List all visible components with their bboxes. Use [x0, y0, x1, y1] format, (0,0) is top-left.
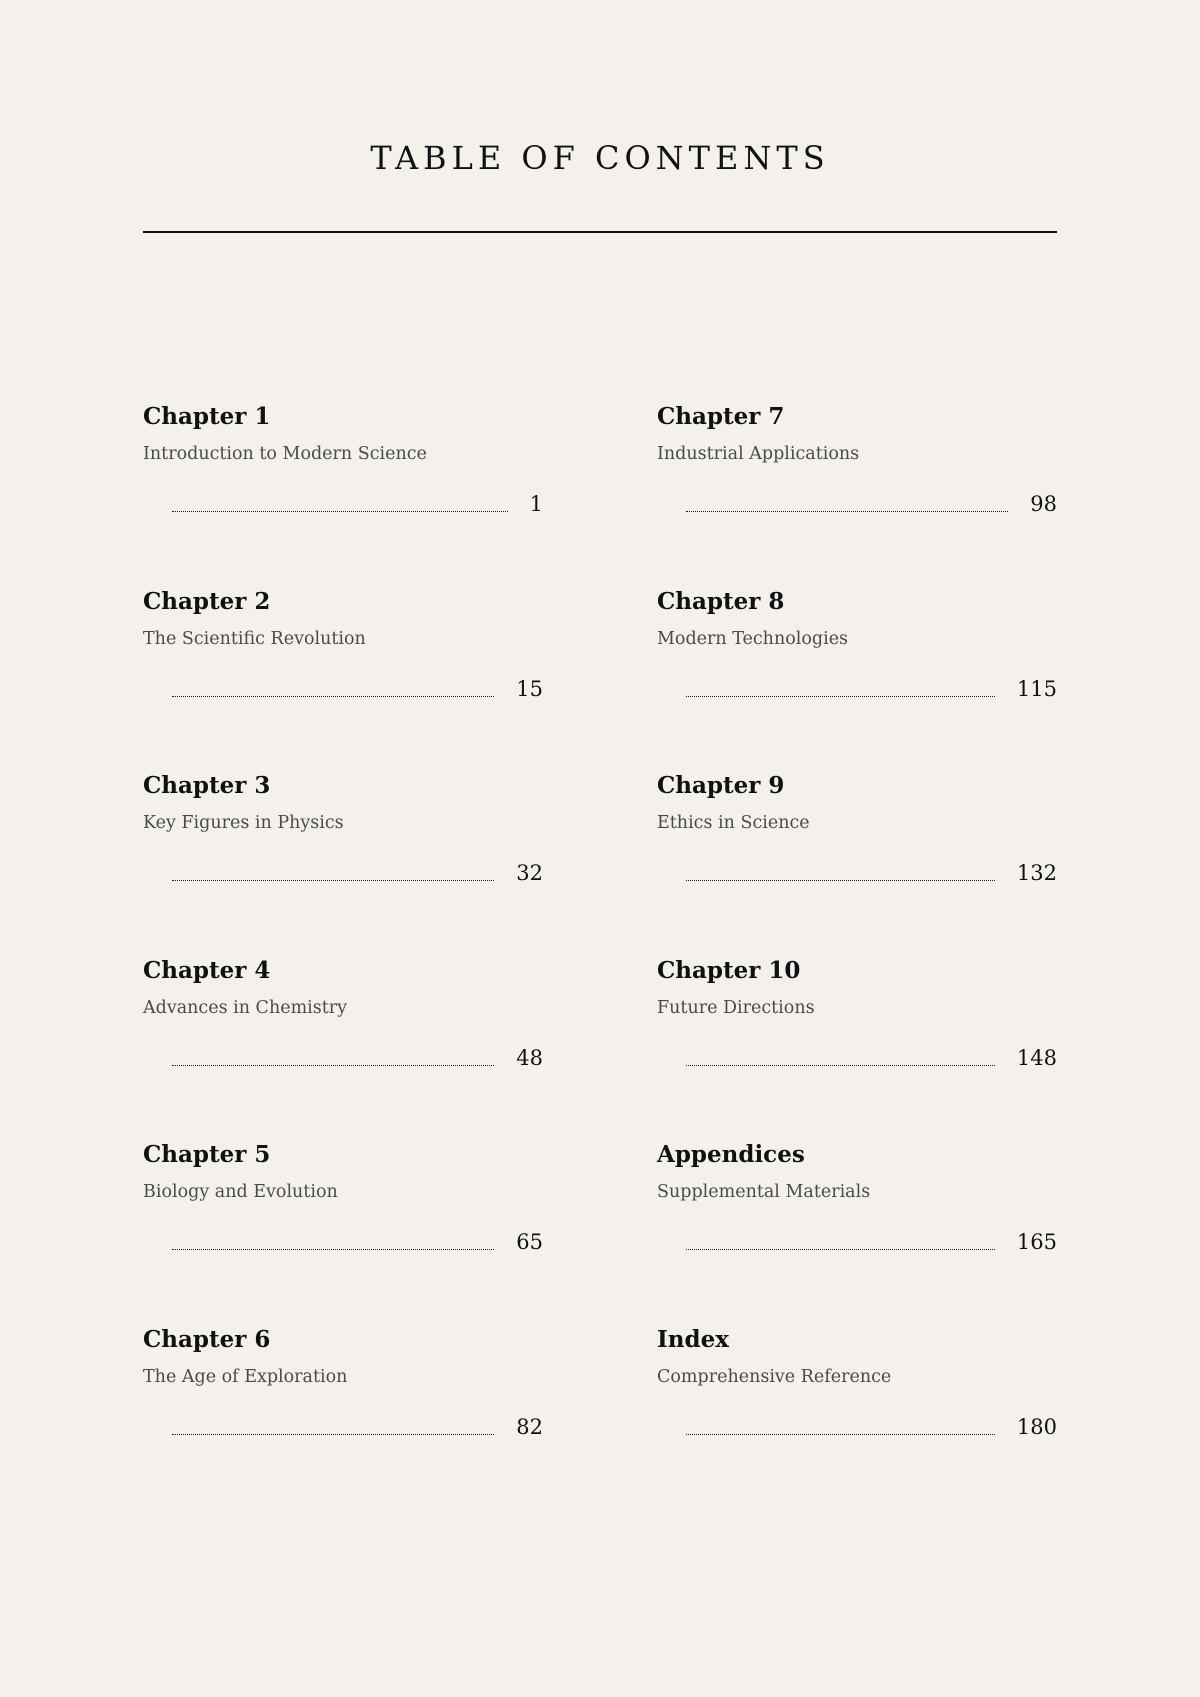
entry-subtitle: The Age of Exploration	[143, 1366, 348, 1387]
page-number: 98	[1030, 492, 1057, 516]
toc-entry[interactable]	[143, 771, 543, 956]
leader-row	[686, 488, 1057, 520]
leader-row	[686, 857, 1057, 889]
entry-subtitle: Advances in Chemistry	[143, 997, 348, 1018]
leader-row	[686, 1411, 1057, 1443]
leader-row	[172, 488, 543, 520]
page-number: 82	[516, 1414, 543, 1439]
entry-subtitle: Future Directions	[657, 997, 815, 1018]
page-number: 15	[516, 676, 543, 701]
entry-heading: Appendices	[657, 1141, 805, 1168]
page-number: 1	[529, 492, 543, 516]
entry-heading: Chapter 9	[657, 772, 785, 799]
page-number: 115	[1016, 676, 1057, 701]
toc-entry[interactable]	[143, 1325, 543, 1510]
dot-leader	[172, 880, 494, 881]
toc-entry[interactable]	[143, 1140, 543, 1325]
entry-heading: Chapter 1	[143, 403, 271, 430]
dot-leader	[686, 511, 1008, 512]
dot-leader	[172, 511, 508, 512]
leader-row	[172, 673, 543, 705]
entry-heading: Chapter 5	[143, 1141, 271, 1168]
leader-row	[686, 1042, 1057, 1074]
entry-heading: Chapter 7	[657, 403, 785, 430]
dot-leader	[686, 1249, 995, 1250]
leader-row	[686, 1226, 1057, 1258]
page-number: 65	[516, 1230, 543, 1254]
entry-heading: Chapter 3	[143, 772, 271, 799]
dot-leader	[172, 1065, 494, 1066]
page-number: 48	[516, 1045, 543, 1070]
dot-leader	[686, 696, 995, 697]
toc-entry[interactable]	[657, 1140, 1057, 1325]
entry-heading: Chapter 8	[657, 587, 785, 615]
dot-leader	[686, 1434, 995, 1435]
toc-entry[interactable]	[657, 956, 1057, 1141]
entry-subtitle: Supplemental Materials	[657, 1182, 871, 1202]
toc-entry[interactable]	[657, 771, 1057, 956]
entry-subtitle: Key Figures in Physics	[143, 813, 344, 833]
leader-row	[686, 673, 1057, 705]
title-divider	[143, 231, 1057, 233]
page-number: 32	[516, 861, 543, 885]
toc-list	[143, 402, 1057, 1509]
entry-subtitle: The Scientific Revolution	[143, 628, 366, 649]
page-title: TABLE OF CONTENTS	[370, 139, 830, 177]
page-number: 165	[1016, 1230, 1057, 1254]
entry-heading: Chapter 10	[657, 956, 801, 984]
entry-subtitle: Industrial Applications	[657, 444, 860, 464]
entry-subtitle: Biology and Evolution	[143, 1182, 338, 1202]
dot-leader	[172, 1249, 494, 1250]
entry-heading: Chapter 2	[143, 587, 271, 615]
dot-leader	[686, 1065, 995, 1066]
toc-entry[interactable]	[657, 1325, 1057, 1510]
dot-leader	[172, 696, 494, 697]
dot-leader	[686, 880, 995, 881]
toc-entry[interactable]	[657, 587, 1057, 772]
entry-heading: Chapter 6	[143, 1325, 271, 1353]
page-number: 180	[1016, 1414, 1057, 1439]
toc-entry[interactable]	[657, 402, 1057, 587]
dot-leader	[172, 1434, 494, 1435]
leader-row	[172, 1411, 543, 1443]
entry-subtitle: Comprehensive Reference	[657, 1366, 892, 1387]
leader-row	[172, 1042, 543, 1074]
toc-entry[interactable]	[143, 956, 543, 1141]
entry-subtitle: Introduction to Modern Science	[143, 444, 427, 464]
entry-subtitle: Ethics in Science	[657, 813, 810, 833]
leader-row	[172, 1226, 543, 1258]
page-number: 148	[1016, 1045, 1057, 1070]
page-number: 132	[1016, 861, 1057, 885]
leader-row	[172, 857, 543, 889]
toc-entry[interactable]	[143, 587, 543, 772]
entry-subtitle: Modern Technologies	[657, 628, 849, 649]
entry-heading: Chapter 4	[143, 956, 271, 984]
entry-heading: Index	[657, 1325, 729, 1353]
toc-entry[interactable]	[143, 402, 543, 587]
